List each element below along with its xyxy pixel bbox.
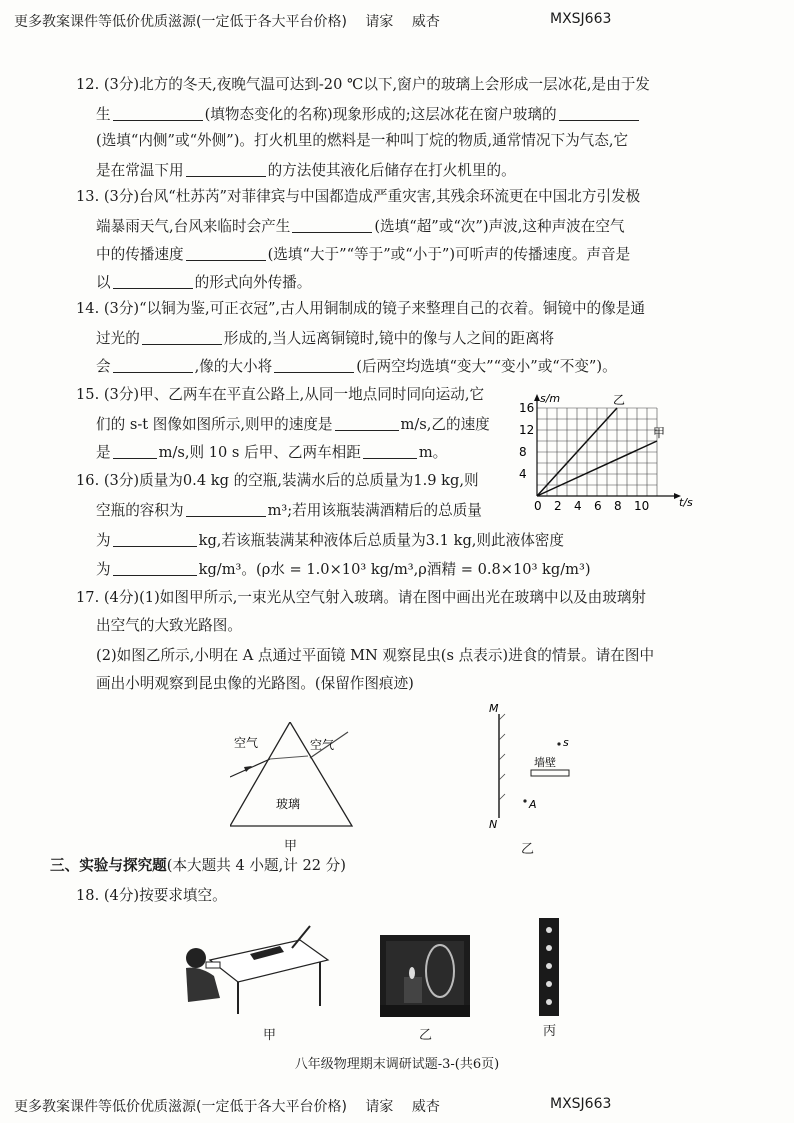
y-tick-label: 4 — [519, 467, 527, 481]
q13-l4b: 的形式向外传播。 — [194, 274, 312, 291]
mirror-hatch — [499, 794, 505, 800]
q15-l2b: m/s,乙的速度 — [400, 416, 490, 433]
header-code: MXSJ663 — [550, 1096, 612, 1112]
header-ad-text: 更多教案课件等低价优质滋源(一定低于各大平台价格) — [14, 1099, 347, 1115]
student-hand — [206, 962, 220, 968]
wall-block — [531, 770, 569, 776]
header-top — [14, 11, 612, 31]
q13-l3b: (选填“大于”“等于”或“小于”)可听声的传播速度。声音是 — [267, 246, 631, 263]
answer-blank — [113, 106, 203, 121]
x-tick-label: 4 — [574, 499, 582, 513]
answer-blank — [186, 502, 266, 517]
q12-l2b: (填物态变化的名称)现象形成的;这层冰花在窗户玻璃的 — [204, 106, 557, 123]
strip-dot — [546, 999, 552, 1005]
q13-line3 — [96, 246, 630, 263]
photo-vertical-strip — [539, 918, 559, 1016]
q14-line1: 14. (3分)“以铜为鉴,可正衣冠”,古人用铜制成的镜子来整理自己的衣着。铜镜中的像是通 — [76, 300, 645, 317]
q13-l2b: (选填“超”或“次”)声波,这种声波在空气 — [374, 218, 625, 235]
q13-line2 — [96, 218, 625, 235]
mirror-hatch — [499, 754, 505, 760]
q12-line3: (选填“内侧”或“外侧”)。打火机里的燃料是一种叫丁烷的物质,通常情况下为气态,它 — [96, 132, 629, 149]
ray-arrow-icon — [244, 766, 252, 772]
y-axis-label: s/m — [540, 392, 561, 405]
q15-line2 — [96, 416, 490, 433]
strip-dot — [546, 981, 552, 987]
q14-line2 — [96, 330, 554, 347]
q12-line1: 12. (3分)北方的冬天,夜晚气温可达到-20 ℃以下,窗户的玻璃上会形成一层冰花,是由于发 — [76, 76, 650, 93]
answer-blank — [113, 358, 193, 373]
photo-student-vibration — [180, 918, 330, 1022]
q14-l3b: ,像的大小将 — [194, 358, 273, 375]
answer-blank — [274, 358, 354, 373]
strip-dot — [546, 945, 552, 951]
mirror-label-a: A — [529, 798, 537, 811]
q14-line3 — [96, 358, 617, 375]
section-3-heading — [50, 859, 346, 874]
mirror-figure — [485, 700, 595, 830]
q12-line2 — [96, 106, 641, 123]
x-axis-label: t/s — [679, 496, 693, 509]
student-head — [186, 948, 206, 968]
q14-l3c: (后两空均选填“变大”“变小”或“不变”)。 — [356, 358, 617, 375]
q15-l3a: 是 — [96, 444, 111, 461]
q13-line4 — [96, 274, 311, 291]
q14-l2b: 形成的,当人远离铜镜时,镜中的像与人之间的距离将 — [223, 330, 555, 347]
y-tick-label: 16 — [519, 401, 535, 415]
x-tick-label: 2 — [554, 499, 562, 513]
answer-blank — [142, 330, 222, 345]
q16-line3 — [96, 532, 564, 549]
q16-l3b: kg,若该瓶装满某种液体后总质量为3.1 kg,则此液体密度 — [198, 532, 564, 549]
q16-l2a: 空瓶的容积为 — [96, 502, 184, 519]
answer-blank — [559, 106, 639, 121]
q17-line1: 17. (4分)(1)如图甲所示,一束光从空气射入玻璃。请在图中画出光在玻璃中以及由玻璃射 — [76, 589, 647, 606]
answer-blank — [113, 444, 157, 459]
header-contact-2: 威杏 — [411, 1099, 440, 1115]
y-tick-label: 12 — [519, 423, 535, 437]
q12-l4a: 是在常温下用 — [96, 162, 184, 179]
q16-line1: 16. (3分)质量为0.4 kg 的空瓶,装满水后的总质量为1.9 kg,则 — [76, 472, 479, 489]
y-tick-label: 8 — [519, 445, 527, 459]
q16-l4a: 为 — [96, 561, 111, 578]
q13-l2a: 端暴雨天气,台风来临时会产生 — [96, 218, 291, 235]
prism-figure — [230, 722, 370, 832]
answer-blank — [113, 561, 197, 576]
answer-blank — [113, 532, 197, 547]
refracted-ray-sketch — [270, 756, 308, 759]
header-contact-2: 威杏 — [411, 14, 440, 30]
answer-blank — [363, 444, 417, 459]
q15-l3c: m。 — [418, 444, 448, 461]
x-tick-label: 6 — [594, 499, 602, 513]
photo-candle-ring — [380, 935, 470, 1017]
x-tick-label: 0 — [534, 499, 542, 513]
series-label: 乙 — [613, 393, 626, 407]
answer-blank — [186, 162, 266, 177]
q12-l4b: 的方法使其液化后储存在打火机里的。 — [267, 162, 516, 179]
prism-label-air-right: 空气 — [310, 738, 335, 752]
x-tick-label: 8 — [614, 499, 622, 513]
candle-holder — [404, 977, 422, 1003]
mirror-hatch — [499, 714, 505, 720]
answer-blank — [292, 218, 372, 233]
q17-line3: (2)如图乙所示,小明在 A 点通过平面镜 MN 观察昆虫(s 点表示)进食的情景。请在图中 — [96, 647, 655, 664]
header-code: MXSJ663 — [550, 11, 612, 27]
prism-label-air-left: 空气 — [234, 736, 259, 750]
answer-blank — [113, 274, 193, 289]
q13-l4a: 以 — [96, 274, 111, 291]
answer-blank — [335, 416, 399, 431]
q12-line4 — [96, 162, 516, 179]
q16-l2b: m³;若用该瓶装满酒精后的总质量 — [267, 502, 482, 519]
x-tick-label: 10 — [634, 499, 650, 513]
q15-line1: 15. (3分)甲、乙两车在平直公路上,从同一地点同时同向运动,它 — [76, 386, 485, 403]
header-contact-1: 请家 — [365, 1099, 394, 1115]
insect-point-s — [557, 742, 560, 745]
eye-point-a — [523, 799, 526, 802]
figure-caption-yi: 乙 — [521, 842, 535, 857]
q16-l3a: 为 — [96, 532, 111, 549]
answer-blank — [186, 246, 266, 261]
series-label: 甲 — [653, 426, 666, 440]
q18-line1: 18. (4分)按要求填空。 — [76, 887, 227, 904]
page-footer: 八年级物理期末调研试题-3-(共6页) — [294, 1057, 500, 1072]
candle-flame — [409, 967, 415, 979]
q17-line4: 画出小明观察到昆虫像的光路图。(保留作图痕迹) — [96, 675, 414, 692]
photo-caption-yi: 乙 — [419, 1028, 433, 1043]
strip-dot — [546, 963, 552, 969]
q15-l3b: m/s,则 10 s 后甲、乙两车相距 — [158, 444, 361, 461]
mirror-label-n: N — [489, 818, 498, 830]
q12-l2a: 生 — [96, 106, 111, 123]
q15-line3 — [96, 444, 447, 461]
figure-caption-jia: 甲 — [284, 839, 298, 854]
header-ad-text: 更多教案课件等低价优质滋源(一定低于各大平台价格) — [14, 14, 347, 30]
prism-label-glass: 玻璃 — [276, 797, 301, 811]
section-3-desc: (本大题共 4 小题,计 22 分) — [166, 857, 346, 874]
mirror-label-m: M — [489, 702, 499, 715]
q16-line4 — [96, 561, 591, 578]
mirror-label-wall: 墙壁 — [534, 756, 556, 769]
q13-line1: 13. (3分)台风“杜苏芮”对菲律宾与中国都造成严重灾害,其残余环流更在中国北方引发极 — [76, 188, 641, 205]
mirror-hatch — [499, 774, 505, 780]
q17-line2: 出空气的大致光路图。 — [96, 617, 242, 634]
header-contact-1: 请家 — [365, 14, 394, 30]
s-t-chart — [515, 392, 695, 518]
q16-l4b: kg/m³。(ρ水 = 1.0×10³ kg/m³,ρ酒精 = 0.8×10³ kg/m³) — [198, 561, 591, 578]
q14-l2a: 过光的 — [96, 330, 140, 347]
mirror-hatch — [499, 734, 505, 740]
q16-line2 — [96, 502, 482, 519]
mirror-label-s: s — [563, 736, 569, 749]
photo-caption-jia: 甲 — [263, 1028, 277, 1043]
q15-l2a: 们的 s-t 图像如图所示,则甲的速度是 — [96, 416, 333, 433]
section-3-title: 三、实验与探究题 — [50, 857, 167, 874]
header-bottom — [14, 1096, 612, 1116]
photo-caption-bing: 丙 — [543, 1024, 557, 1039]
strip-dot — [546, 927, 552, 933]
q13-l3a: 中的传播速度 — [96, 246, 184, 263]
q14-l3a: 会 — [96, 358, 111, 375]
